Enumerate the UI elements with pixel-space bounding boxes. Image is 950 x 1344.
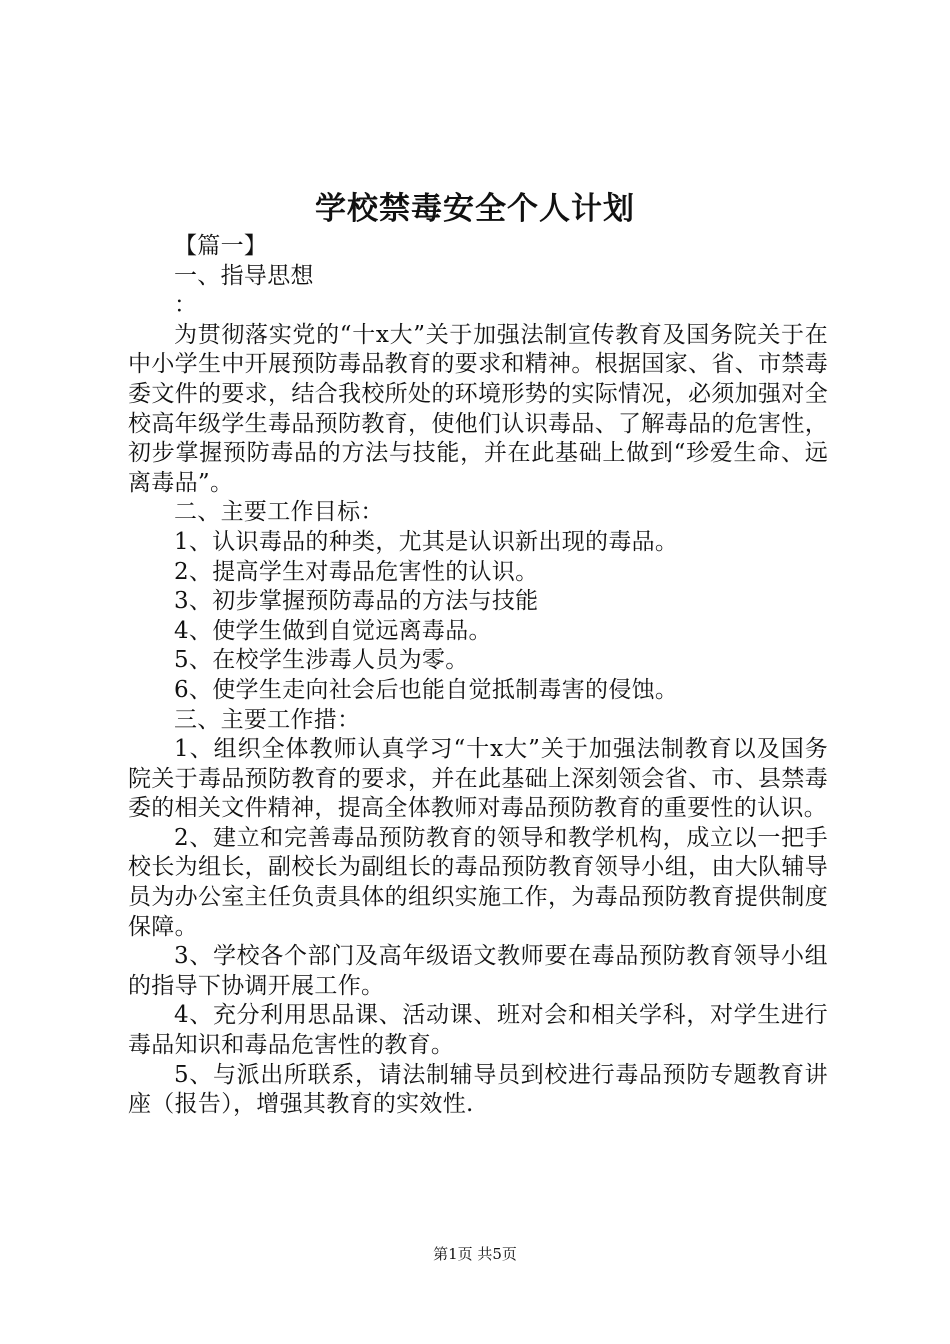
goal-item-2: 2、提高学生对毒品危害性的认识。 xyxy=(174,558,539,585)
heading-guiding-ideology: 一、指导思想 xyxy=(174,262,314,289)
paragraph-intro: 为贯彻落实党的“十x大”关于加强法制宣传教育及国务院关于在中小学生中开展预防毒品教育的要求和精神。根据国家、省、市禁毒委文件的要求，结合我校所处的环境形势的实际情况，必须加强对全校高年级学生毒品预防教育，使他们认识毒品、了解毒品的危害性，初步掌握预防毒品的方法与技能，并在此基础上做到“珍爱生命、远离毒品”。 xyxy=(128,321,828,496)
document-body xyxy=(128,232,828,1120)
measure-item-3: 3、学校各个部门及高年级语文教师要在毒品预防教育领导小组的指导下协调开展工作。 xyxy=(128,943,828,999)
goal-item-3: 3、初步掌握预防毒品的方法与技能 xyxy=(174,588,539,615)
document-title: 学校禁毒安全个人计划 xyxy=(315,191,635,227)
section-label: 【篇一】 xyxy=(174,233,268,259)
measure-item-5: 5、与派出所联系，请法制辅导员到校进行毒品预防专题教育讲座（报告），增强其教育的实效性. xyxy=(128,1061,828,1118)
colon-line: ： xyxy=(174,292,198,319)
measure-item-2: 2、建立和完善毒品预防教育的领导和教学机构，成立以一把手校长为组长，副校长为副组长的毒品预防教育领导小组，由大队辅导员为办公室主任负责具体的组织实施工作，为毒品预防教育提供制度保障。 xyxy=(128,824,828,940)
goal-item-6: 6、使学生走向社会后也能自觉抵制毒害的侵蚀。 xyxy=(174,676,679,703)
heading-main-measures: 三、主要工作措： xyxy=(174,706,361,733)
goal-item-5: 5、在校学生涉毒人员为零。 xyxy=(174,647,469,674)
page-number-footer: 第1页 共5页 xyxy=(433,1245,517,1263)
measure-item-1: 1、组织全体教师认真学习“十x大”关于加强法制教育以及国务院关于毒品预防教育的要求，并在此基础上深刻领会省、市、县禁毒委的相关文件精神，提高全体教师对毒品预防教育的重要性的认识。 xyxy=(128,736,828,822)
goal-item-1: 1、认识毒品的种类，尤其是认识新出现的毒品。 xyxy=(174,528,679,555)
measure-item-4: 4、充分利用思品课、活动课、班对会和相关学科，对学生进行毒品知识和毒品危害性的教育。 xyxy=(128,1002,828,1059)
heading-main-goals: 二、主要工作目标： xyxy=(174,499,384,526)
goal-item-4: 4、使学生做到自觉远离毒品。 xyxy=(174,617,492,644)
